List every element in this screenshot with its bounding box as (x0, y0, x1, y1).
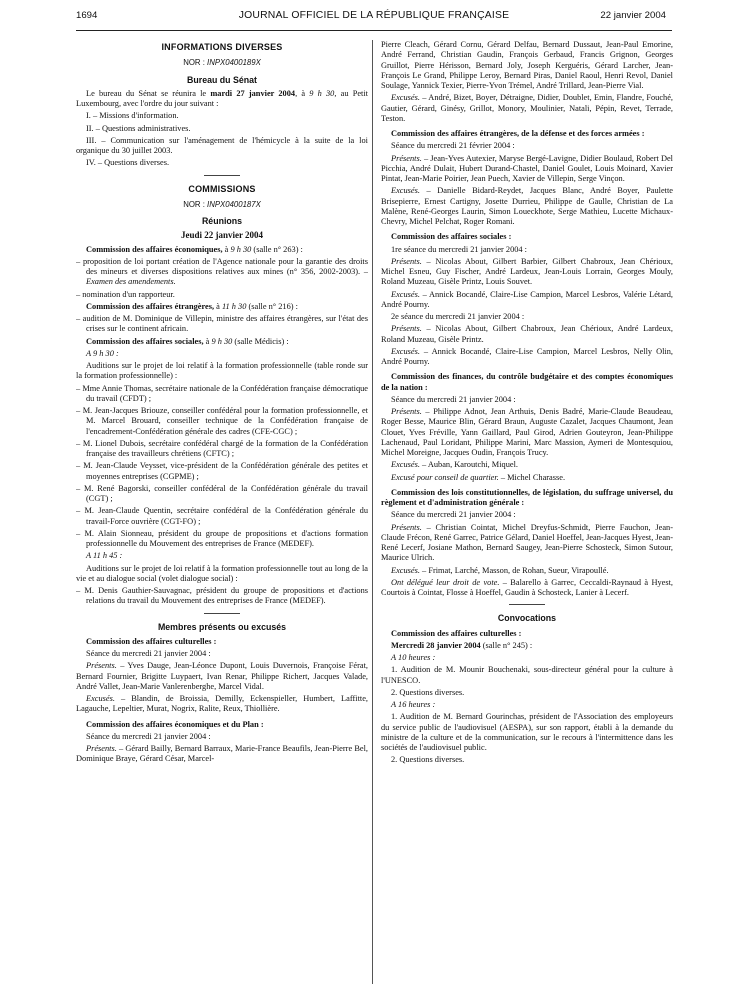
audition-item: – Mme Annie Thomas, secrétaire nationale de la Confédération française démocratique du travail (CFDT) ; (76, 383, 368, 403)
presents-list-continued: Pierre Cleach, Gérard Cornu, Gérard Delfau, Bernard Dussaut, Jean-Paul Emorine, André Ferrand, Christian Gaudin, François Gerbaud, Francis Grignon, Georges Gruillot, Pierre Hérisson, Bernard Joly, Joseph Kerguéris, Gérard Larcher, Jean-François Le Grand, Philippe Leroy, Bernard Piras, Daniel Raoul, Henri Revol, Daniel Soulage, Yannick Texier, Pierre-Yvon Trémel, André Trillard, Jean-Pierre Vial. (381, 40, 673, 90)
audition-item: – M. Jean-Claude Veysset, vice-président de la Confédération générale des petites et moyennes entreprises (CGPME) ; (76, 461, 368, 481)
excuses-list: Excusés. – André, Bizet, Boyer, Détraigne, Didier, Doublet, Emin, Flandre, Fouché, Gautier, Gérard, Ginésy, Grillot, Monory, Moulinier, Natali, Pépin, Revet, Terrade, Teston. (381, 93, 673, 123)
presents-list: Présents. – Nicolas About, Gilbert Barbier, Gilbert Chabroux, Jean Chérioux, Michel Esneu, Guy Fischer, André Lardeux, Jean-Louis Lorrain, Georges Mouly, Roland Muzeau, Gisèle Printz, Louis Souvet. (381, 256, 673, 287)
etr-defense-commission-title: Commission des affaires étrangères, de la défense et des forces armées : (391, 129, 645, 138)
audition-item: – M. René Bagorski, conseiller confédéral de la Confédération générale du travail (CGT) ; (76, 483, 368, 503)
eco-commission: Commission des affaires économiques, à 9 h 30 (salle n° 263) : (86, 244, 303, 254)
presents-list: Présents. – Philippe Adnot, Jean Arthuis, Denis Badré, Marie-Claude Beaudeau, Roger Besse, Maurice Blin, Gérard Braun, Auguste Cazalet, Jacques Chaumont, Jean Clouet, Yves Fréville, Yann Gaillard, Paul Girod, Adrien Gouteyron, Jean-Philippe Lachenaud, Paul Loridant, Philippe Marini, Marc Massion, Aymeri de Montesquiou, Michel Moreigne, Jacques Oudin, François Trucy. (381, 407, 673, 457)
agenda-item: 2. Questions diverses. (391, 687, 465, 697)
audition-item: – M. Jean-Jacques Briouze, conseiller confédéral pour la formation professionnelle, et M. Marcel Brouard, conseiller technique de la Confédération française de l'encadrement-Confédération générale des cadres (CFE-CGC) ; (76, 406, 368, 436)
seance-line: 2e séance du mercredi 21 janvier 2004 : (391, 312, 525, 321)
nor-reference: NOR : INPX0400189X (183, 58, 261, 68)
column-divider (372, 40, 373, 984)
bureau-item: I. – Missions d'information. (86, 111, 179, 121)
audition-item: – M. Lionel Dubois, secrétaire confédéral chargé de la formation de la Confédération française des travailleurs chrétiens (CFTC) ; (76, 438, 368, 458)
seance-line: 1re séance du mercredi 21 janvier 2004 : (391, 244, 527, 254)
reunions-title: Réunions (201, 216, 243, 226)
agenda-item: 1. Audition de M. Bernard Gourinchas, président de l'Association des employeurs du service public de l'audiovisuel (AESPA), sur son rapport, établi à la demande du ministre de la culture et de la communication, sur le recours à l'intermittence dans les sociétés de l'audiovisuel public. (381, 712, 673, 752)
excuses-list: Excusés. – Annick Bocandé, Claire-Lise Campion, Marcel Lesbros, Nelly Olin, André Pourny. (381, 346, 673, 366)
excuse-conseil: Excusé pour conseil de quartier. – Michel Charasse. (391, 472, 566, 482)
excuses-list: Excusés. – Frimat, Larché, Masson, de Rohan, Sueur, Virapoullé. (391, 565, 609, 575)
bureau-title: Bureau du Sénat (187, 74, 257, 85)
auditions-intro: Auditions sur le projet de loi relatif à la formation professionnelle (table ronde sur la formation professionnelle) : (76, 361, 368, 381)
eco-item: – nomination d'un rapporteur. (76, 289, 175, 299)
section-separator (204, 613, 240, 614)
agenda-item: 2. Questions diverses. (391, 755, 465, 765)
presents-list: Présents. – Nicolas About, Gilbert Chabroux, Jean Chérioux, André Lardeux, Roland Muzeau, Gisèle Printz. (381, 324, 673, 344)
seance-line: Séance du mercredi 21 janvier 2004 : (86, 731, 211, 741)
header-rule (76, 30, 672, 31)
excuses-list: Excusés. – Auban, Karoutchi, Miquel. (391, 460, 518, 470)
soc-commission: Commission des affaires sociales, à 9 h 30 (salle Médicis) : (86, 336, 289, 346)
seance-line: Séance du mercredi 21 janvier 2004 : (391, 510, 516, 520)
page-header (0, 0, 748, 26)
bureau-item: IV. – Questions diverses. (86, 158, 170, 168)
membres-title: Membres présents ou excusés (157, 621, 287, 632)
bureau-item: III. – Communication sur l'aménagement de l'hémicycle à la suite de la loi organique du 30 juillet 2003. (76, 135, 368, 155)
journal-title: JOURNAL OFFICIEL DE LA RÉPUBLIQUE FRANÇAISE (238, 10, 510, 21)
cult-commission-title: Commission des affaires culturelles : (86, 636, 217, 646)
ecoplan-commission-title: Commission des affaires économiques et du Plan : (86, 719, 264, 729)
bureau-paragraph: Le bureau du Sénat se réunira le mardi 27 janvier 2004, à 9 h 30, au Petit Luxembourg, avec l'ordre du jour suivant : (76, 88, 368, 108)
soc-commission-title: Commission des affaires sociales : (391, 232, 512, 242)
etr-commission: Commission des affaires étrangères, à 11 h 30 (salle n° 216) : (86, 301, 298, 311)
agenda-item: 1. Audition de M. Mounir Bouchenaki, sous-directeur général pour la culture à l'UNESCO. (381, 665, 673, 685)
delegations-list: Ont délégué leur droit de vote. – Balarello à Garrec, Ceccaldi-Raynaud à Hyest, Courtois à Cointat, Flosse à Hoeffel, Gaudin à Schosteck, Lanier à Lecerf. (381, 577, 673, 597)
informations-diverses-title: INFORMATIONS DIVERSES (161, 42, 283, 52)
page-number: 1694 (76, 10, 98, 21)
conv-cult-title: Commission des affaires culturelles : (391, 628, 522, 638)
audition-item: – M. Denis Gauthier-Sauvagnac, président du groupe de propositions et d'actions relations du travail du Mouvement des entreprises de France (MEDEF). (76, 586, 368, 606)
audition-item: – M. Alain Sionneau, président du groupe de propositions et d'actions formation professionnelle du Mouvement des entreprises de France (MEDEF). (76, 528, 368, 548)
time-label: A 11 h 45 : (86, 551, 123, 561)
presents-list: Présents. – Gérard Bailly, Bernard Barraux, Marie-France Beaufils, Jean-Pierre Bel, Dominique Braye, Gérard César, Marcel- (76, 744, 368, 764)
section-separator (509, 604, 545, 605)
eco-item: – proposition de loi portant création de l'Agence nationale pour la garantie des droits des mineurs et diverses dispositions relatives aux mines (n° 356, 2002-2003). – Examen des amendements. (76, 256, 368, 287)
time-label: A 16 heures : (391, 700, 436, 709)
jeudi-date: Jeudi 22 janvier 2004 (180, 230, 264, 241)
lois-commission-title: Commission des lois constitutionnelles, de législation, du suffrage universel, du règlement et d'administration générale : (381, 487, 673, 507)
fin-commission-title: Commission des finances, du contrôle budgétaire et des comptes économiques de la nation : (381, 372, 673, 392)
audition-item: – M. Jean-Claude Quentin, secrétaire confédéral de la Confédération générale du travail-Force ouvrière (CGT-FO) ; (76, 506, 368, 526)
presents-list: Présents. – Jean-Yves Autexier, Maryse Bergé-Lavigne, Didier Boulaud, Robert Del Picchia, André Dulait, Hubert Durand-Chastel, Daniel Goulet, Louis Moinard, Xavier Pintat, Jean-Marie Poirier, Jean Puech, Xavier de Villepin, Serge Vinçon. (381, 153, 673, 183)
right-column (381, 40, 673, 984)
nor-reference: NOR : INPX0400187X (183, 199, 261, 209)
excuses-list: Excusés. – Blandin, de Broissia, Demilly, Eckenspieller, Humbert, Laffitte, Lagauche, Lepeltier, Murat, Nogrix, Ralite, Reux, Thiollière. (76, 694, 368, 714)
convocations-title: Convocations (497, 613, 557, 624)
excuses-list: Excusés. – Danielle Bidard-Reydet, Jacques Blanc, André Boyer, Paulette Brisepierre, Ernest Cartigny, Josette Durrieu, Philippe de Gaulle, Christian de La Malène, René-Georges Laurin, Simon Loueckhote, Serge Mathieu, Lucette Michaux-Chevry, Michel Pelchat, Roger Romani. (381, 186, 673, 226)
section-separator (204, 175, 240, 176)
left-column (76, 40, 368, 984)
issue-date: 22 janvier 2004 (600, 10, 666, 21)
bureau-item: II. – Questions administratives. (86, 123, 191, 133)
commissions-title: COMMISSIONS (188, 183, 256, 194)
seance-line: Séance du mercredi 21 janvier 2004 : (86, 649, 211, 658)
conv-date: Mercredi 28 janvier 2004 (salle n° 245) : (391, 640, 533, 650)
etr-item: – audition de M. Dominique de Villepin, ministre des affaires étrangères, sur l'état des crises sur le continent africain. (76, 314, 368, 334)
time-label: A 9 h 30 : (86, 348, 119, 358)
excuses-list: Excusés. – Annick Bocandé, Claire-Lise Campion, Marcel Lesbros, Valérie Létard, André Pourny. (381, 289, 673, 309)
seance-line: Séance du mercredi 21 janvier 2004 : (391, 394, 516, 404)
presents-list: Présents. – Yves Dauge, Jean-Léonce Dupont, Louis Duvernois, Françoise Férat, Bernard Fournier, Brigitte Luypaert, Ivan Renar, Philippe Richert, Jacques Valade, André Vallet, Jean-Marie Vanlerenberghe, Marcel Vidal. (76, 661, 368, 691)
time-label: A 10 heures : (391, 653, 436, 662)
seance-line: Séance du mercredi 21 février 2004 : (391, 141, 515, 151)
presents-list: Présents. – Christian Cointat, Michel Dreyfus-Schmidt, Pierre Fauchon, Jean-Claude Frécon, René Garrec, Patrice Gélard, Daniel Hoeffel, Jean-Jacques Hyest, Jean-René Lecerf, Josiane Mathon, Bernard Saugey, Jean-Pierre Schosteck, Simon Sutour, Maurice Ulrich. (381, 522, 673, 563)
auditions-intro: Auditions sur le projet de loi relatif à la formation professionnelle tout au long de la vie et au dialogue social (volet dialogue social) : (76, 563, 368, 583)
